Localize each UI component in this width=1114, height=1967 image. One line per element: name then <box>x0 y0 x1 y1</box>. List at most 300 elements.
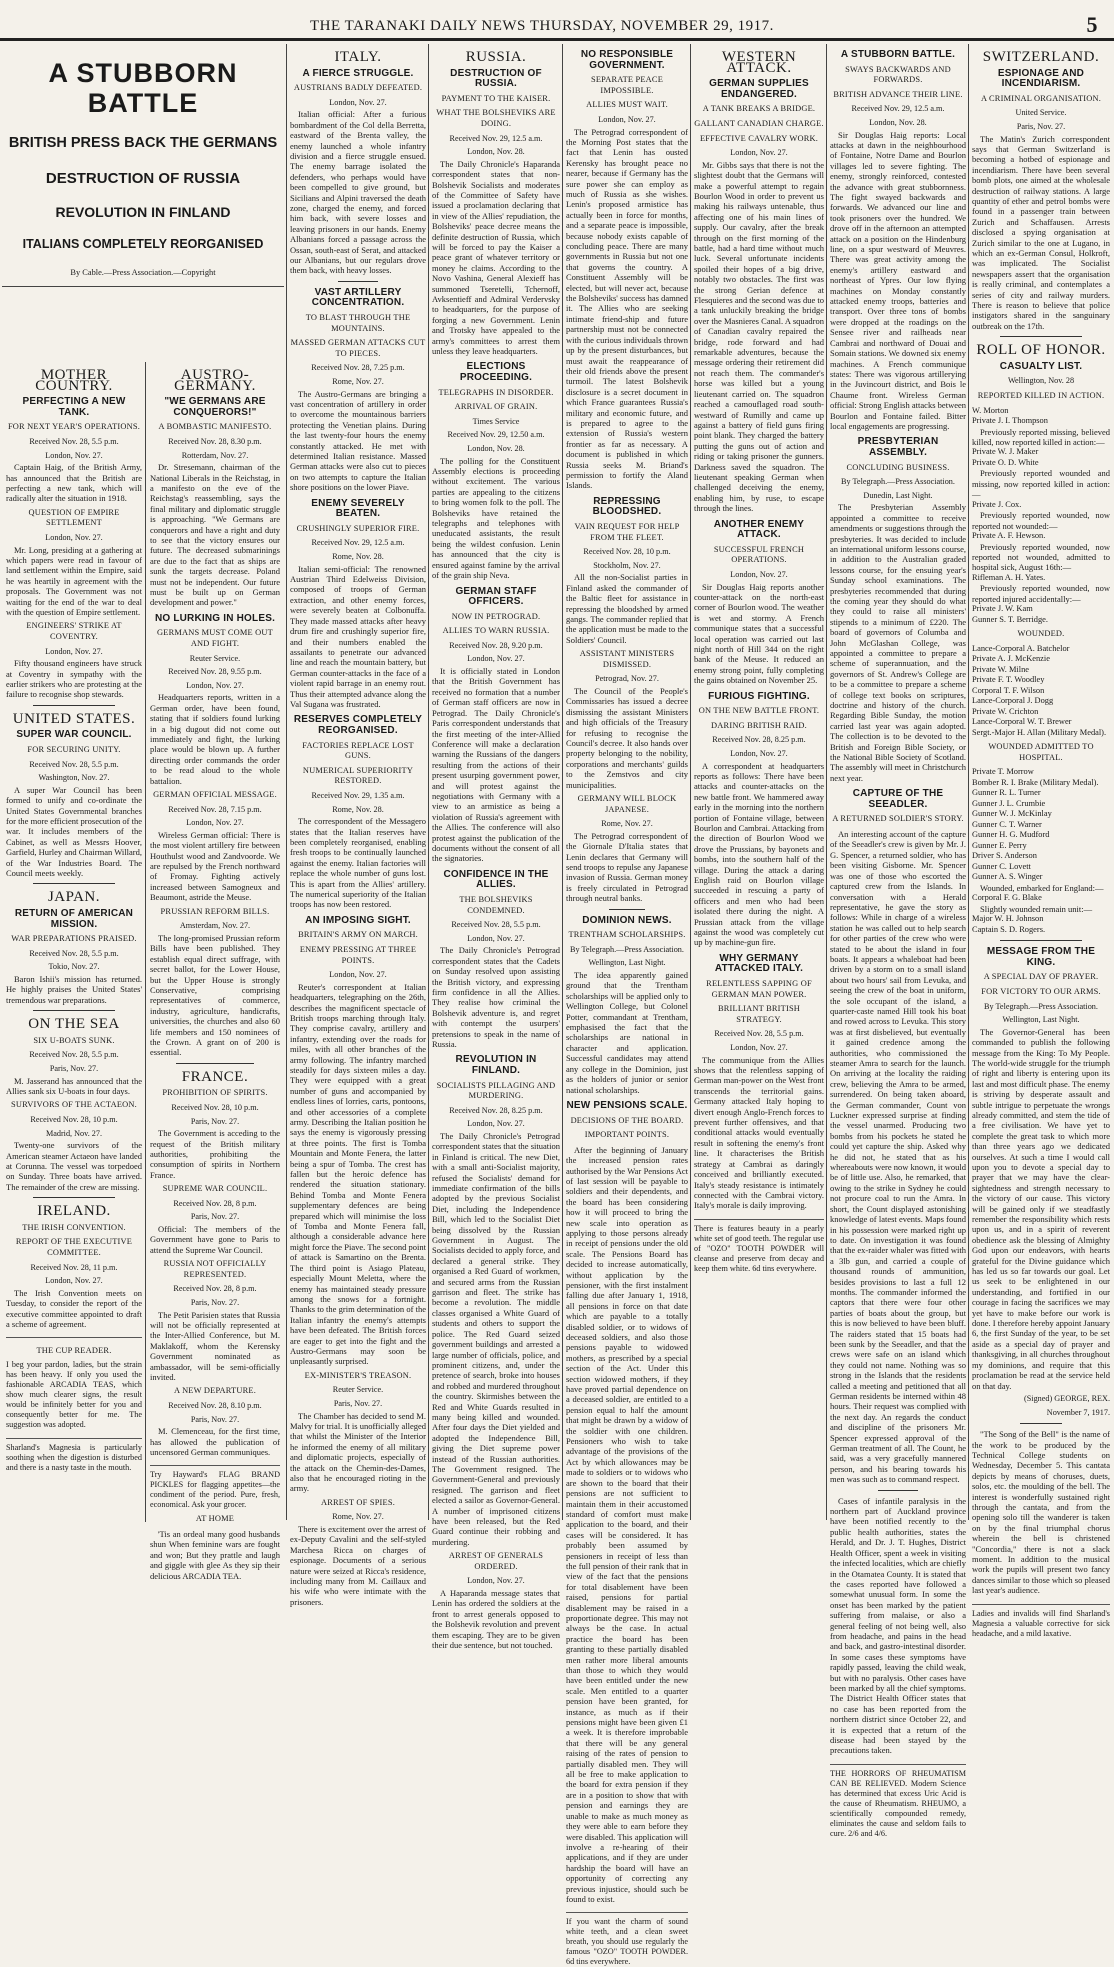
divider <box>33 1010 115 1011</box>
subhead: ON THE NEW BATTLE FRONT. <box>698 706 820 716</box>
section-title: NO RESPONSIBLE GOVERNMENT. <box>580 49 674 71</box>
signature: (Signed) GEORGE, REX. <box>1024 1393 1110 1403</box>
casualty-entry: Private J. I. Thompson <box>972 416 1048 426</box>
signature-date: November 7, 1917. <box>1046 1407 1110 1417</box>
casualty-entry: Bomber R. I. Brake (Military Medal). <box>972 777 1099 787</box>
article-text: The Matin's Zurich correspondent says that German Switzerland is becoming a hotbed of espionage and incendiarism. There have been several bomb plots, one aimed at the wholesale destruction of railway stations. A large quantity of ether and petrol bombs were found in a passenger train between Zurich and Schaffausen. Arrests disclosed a spying organisation at Zurich similar to the one at Lugano, in which an ex-German Consul, Holkroft, was implicated. The Socialist newspapers assert that the organisation is really criminal, and contemplates a series of city and railway murders. There is reason to believe that police instigators shared in the sanguinary outbreak on the 17th. <box>972 133 1110 331</box>
casualty-entry: Private A. F. Hewson. <box>972 531 1046 540</box>
dateline: Amsterdam, Nov. 27. <box>179 921 251 931</box>
subhead: CONCLUDING BUSINESS. <box>846 462 950 472</box>
casualty-entry: Gunner C. Lovett <box>972 861 1031 871</box>
subhead: A SPECIAL DAY OF PRAYER. <box>983 972 1099 982</box>
subhead: SUCCESSFUL FRENCH OPERATIONS. <box>713 544 805 565</box>
column-rule <box>826 44 827 1520</box>
article-text: The correspondent of the Messagero states that the Italian reserves have been completely reorganised, enabling fresh troops to be continually launched against the enemy. Italian factories will replace the whole number of guns lost. This is apart from the Allies' artillery. The numerical superiority of the Italian troops has now been restored. <box>290 816 426 910</box>
dateline: Stockholm, Nov. 27. <box>593 560 661 570</box>
received-line: Received Nov. 28, 5.5 p.m. <box>29 948 119 958</box>
advertisement-verse: 'Tis an ordeal many good husbands shun When feminine wars are fought and won; But they prattle and laugh and giggle with glee As they sip their delicious ARCADIA TEA. <box>150 1528 280 1581</box>
subhead: SEPARATE PEACE IMPOSSIBLE. <box>590 75 664 95</box>
column-rule <box>286 44 287 1520</box>
column-rule <box>968 44 969 1520</box>
dateline: London, Nov. 27. <box>329 970 387 980</box>
dateline: London, Nov. 27. <box>45 450 103 460</box>
subhead: SURVIVORS OF THE ACTAEON. <box>11 1100 137 1110</box>
subhead: EFFECTIVE CAVALRY WORK. <box>699 133 819 143</box>
casualty-note: Previously reported wounded and missing, now reported killed in action:— <box>972 468 1110 500</box>
article-text: Italian semi-official: The renowned Austrian Third Edelweiss Division, composed of troops of German extraction, and other enemy forces, were severely beaten at Colbonuffa. They made massed attacks after heavy drum fire and crushingly superior fire, and their numbers enabled the assailants to penetrate our advanced line and reach the mountain battery, but German counter-attacks in the face of a violent rapid barrage in an enemy rout. Thus their attempted advance along the Val Sugana was frustrated. <box>290 563 426 709</box>
article-text: The Daily Chronicle's Petrograd correspondent states that the Cadets on Sunday resolved upon assisting the British victory, and expressing firm confidence in all the Allies. They realise how criminal the Bolshevik adventure is, and regret with contempt the usurpers' pretensions to speak in the name of Russia. <box>432 945 560 1049</box>
dateline: Paris, Nov. 27. <box>190 1212 240 1222</box>
front-subcolumns <box>2 362 282 1581</box>
received-line: Received Nov. 28, 8.25 p.m. <box>712 735 806 745</box>
subhead: A CRIMINAL ORGANISATION. <box>980 93 1102 103</box>
column-rule <box>690 44 691 1520</box>
subhead: ENGINEERS' STRIKE AT COVENTRY. <box>26 621 122 641</box>
subhead: IMPORTANT POINTS. <box>584 1130 670 1140</box>
dateline: London, Nov. 28. <box>467 444 525 454</box>
casualty-list <box>972 767 1110 883</box>
divider <box>176 1063 254 1064</box>
casualty-entry: Sergt.-Major H. Allan (Military Medal). <box>972 727 1107 737</box>
dateline: Rome, Nov. 28. <box>332 804 384 814</box>
article-text: The Presbyterian Assembly appointed a committee to receive amendments or suggestions through the presbyteries. It was decided to include an international uniform lessons course, in addition to the Australian graded lessons course, for the ensuing year's Sunday school examinations. The presbyteries recommended that during the coming year they should do what they could to raise all ministers' stipends to a minimum of £220. The board of governors of Columba and John McGlashan College, was appointed a committee to prepare a scheme of superannuation, and the governors of St. Andrew's College are to be a committee to prepare a scheme of college text books on scriptures, doctrine and history of the church. Regarding Bible Sunday, the motion carried last year was again adopted. The collection is to be devoted to the British and Foreign Bible Society, or the National Bible Society of Scotland. The assembly will meet in Christchurch next year. <box>830 502 966 783</box>
subhead: MASSED GERMAN ATTACKS CUT TO PIECES. <box>290 338 426 358</box>
subhead: ELECTIONS PROCEEDING. <box>459 361 533 384</box>
article-text: All the non-Socialist parties in Finland asked the commander of the Baltic fleet for assistance in repressing the bloodshed by armed gangs. The commander replied that the application must be made to the Soldiers' Council. <box>566 572 688 645</box>
subhead: REPRESSING BLOODSHED. <box>592 495 662 518</box>
source-line: By Telegraph.—Press Association. <box>984 1001 1098 1011</box>
dateline: London, Nov. 28. <box>467 147 525 157</box>
subhead: FACTORIES REPLACE LOST GUNS. <box>302 740 414 761</box>
subhead: WHY GERMANY ATTACKED ITALY. <box>714 952 804 975</box>
casualty-entry: Gunner E. Perry <box>972 840 1027 850</box>
advertisement: THE HORRORS OF RHEUMATISM CAN BE RELIEVED. Modern Science has determined that excess Uric Acid is the cause of Rheumatism. RHEUMO, a scientifically compounded remedy, eliminates the cause and seldom fails to cure. 2/6 and 4/6. <box>830 1764 966 1839</box>
received-line: Received Nov. 28, 8.30 p.m. <box>168 436 262 446</box>
section-title: WESTERN ATTACK. <box>721 49 797 76</box>
subhead: QUESTION OF EMPIRE SETTLEMENT <box>28 507 120 528</box>
advertisement: There is features beauty in a pearly white set of good teeth. The regular use of "OZO" TOOTH POWDER will cleanse and preserve from decay and keep them white. 6d tins everywhere. <box>694 1219 824 1274</box>
casualty-list <box>972 914 1110 935</box>
subhead: RESERVES COMPLETELY REORGANISED. <box>293 714 423 736</box>
subhead: FURIOUS FIGHTING. <box>708 690 810 702</box>
dateline: Rotterdam, Nov. 27. <box>181 450 249 460</box>
subhead: NUMERICAL SUPERIORITY RESTORED. <box>302 765 414 786</box>
subhead: BRITISH ADVANCE THEIR LINE. <box>833 89 963 99</box>
subhead: VAST ARTILLERY CONCENTRATION. <box>311 286 405 309</box>
article-text: Sir Douglas Haig reports: Local attacks at dawn in the neighbourhood of Fontaine, Notre Dame and Bourlon villages led to severe fighting. The enemy, strongly reinforced, contested the advance with great stubbornness. The fight swayed backwards and forwards. We advanced our line and took prisoners over the hundred. We drove off in the afternoon an attempted attack on a position on the Hindenburg line, on a spur westward of Meuvres. There was great activity among the enemy's artillery eastward and northeast of Ypres. Our low flying machines on Monday constantly attacked enemy troops, batteries and transport. Over three tons of bombs were dropped at the roadings on the Sensee river and railheads near Cambrai and northward of Douai and Somain stations. We downed six enemy machines. A French communique states: There was vigorous artillerying in the Juvincourt district, and Bois le Chaume front. Wireless German official: Strong English attacks between Bourlon and Fontaine failed. Bitter local engagements are progressing. <box>830 129 966 431</box>
subhead: WAR PREPARATIONS PRAISED. <box>11 934 137 944</box>
article-text: The Petrograd correspondent of the Giornale D'Italia states that Lenin declares that Germany will send troops to repulse any Japanese invasion of Russia. German money is freely circulated in Petrograd through neutral banks. <box>566 830 688 904</box>
subhead: THE IRISH CONVENTION. <box>22 1222 126 1232</box>
subhead: PROHIBITION OF SPIRITS. <box>162 1088 268 1098</box>
masthead-rule <box>0 38 1114 41</box>
dateline: London, Nov. 27. <box>45 646 103 656</box>
subhead: PAYMENT TO THE KAISER. <box>441 93 551 103</box>
article-text: It is officially stated in London that the British Government has received no formation that a number of German staff officers are now in Petrograd. The Daily Chronicle's Paris correspondent understands that the first meeting of the inter-Allied Conference will make a declaration warning the Russians of the dangers resulting from the actions of their present usurping government power, and will protest against the negotiations with Germany with a view to an armistice as being a violation of Russia's agreement with the Allies. The conference will also protest against the publication of the documents without the consent of all the signatories. <box>432 666 560 864</box>
subhead: NO LURKING IN HOLES. <box>154 612 276 624</box>
article-text: A Haparanda message states that Lenin has ordered the soldiers at the front to arrest generals opposed to the Bolshevik revolution and prevent them escaping. They are to be given their due sentence, but not touched. <box>432 1588 560 1651</box>
section-title: MOTHER COUNTRY. <box>35 367 113 394</box>
article-text: A correspondent at headquarters reports as follows: There have been attacks and counter-attacks on the new battle front. We hammered away early in the morning into the northern portion of Fontaine village, between Bourlon and Cambrai. Attacking from the direction of Bourlon Wood we drove the Prussians, by bayonets and bombs, into the southern half of the village. During the attack a daring English raid on Bourlon village succeeded in rescuing a party of officers and men who had been isolated there during the night. A Prussian attack from the village against the wood was completely cut up by machine-gun fire. <box>694 760 824 948</box>
subhead: ALLIES TO WARN RUSSIA. <box>442 626 550 636</box>
source-line: Reuter Service. <box>189 653 241 663</box>
casualty-note: Previously reported wounded, now reported injured accidentally:— <box>972 583 1110 604</box>
source-line: Reuter Service. <box>332 1385 384 1395</box>
subhead: EX-MINISTER'S TREASON. <box>304 1370 412 1380</box>
dateline: Petrograd, Nov. 27. <box>595 674 659 684</box>
subhead: VAIN REQUEST FOR HELP FROM THE FLEET. <box>574 521 680 542</box>
front-subcolumn-left <box>6 362 142 1522</box>
dateline: London, Nov. 27. <box>467 933 525 943</box>
dateline: Wellington, Last Night. <box>588 958 666 968</box>
masthead <box>0 12 1114 38</box>
source-line: By Telegraph.—Press Association. <box>570 944 684 954</box>
russia-column <box>432 44 560 1651</box>
casualty-entry: Gunner A. S. Winger <box>972 872 1043 882</box>
article-text: Fifty thousand engineers have struck at Coventry in sympathy with the earlier strikers who are protesting at the failure to recognise shop stewards. <box>6 658 142 700</box>
casualty-note: Previously reported wounded, now reported not wounded:— <box>972 510 1110 531</box>
casualty-entry: Gunner W. J. McKinlay <box>972 809 1052 819</box>
article-text: There is excitement over the arrest of ex-Deputy Cavalini and the self-styled Marchesa Ricca on charges of espionage. Documents of a serious nature were seized at Ricca's residence, including many from M. Caillaux and his wife who were intimate with the prisoners. <box>290 1523 426 1607</box>
subhead: ENEMY PRESSING AT THREE POINTS. <box>299 944 417 965</box>
casualty-entry: Captain S. D. Rogers. <box>972 924 1046 934</box>
subhead: REPORT OF THE EXECUTIVE COMMITTEE. <box>15 1237 133 1257</box>
dateline: Paris, Nov. 27. <box>190 1116 240 1126</box>
divider <box>878 1490 919 1491</box>
advertisement <box>6 1337 142 1430</box>
received-line: Received Nov. 28, 5.5 p.m. <box>451 920 541 930</box>
section-title: UNITED STATES. <box>12 710 136 727</box>
article-text: The Daily Chronicle's Petrograd correspondent states that the situation in Finland is critical. The new Diet, with a small anti-Socialist majority, refused the Socialists' demand for immediate confirmation of the bills adopted by the previous Socialist Diet, including the Independence Bill, which led to the Socialist Diet being dissolved by the Russian Government in August. The Socialists decided to apply force, and declared a general strike. They organised a Red Guard of workmen, and secured arms from the Russian garrison and fleet. The strike has become a revolution. The middle classes organised a White Guard of students and others to support the police. The Red Guard seized government buildings and arrested a large number of officials, police, and prominent citizens, and, under the pretence of search, broke into houses and robbed and murdered throughout the country. Skirmishes between the Red and White Guards resulted in many being killed and wounded. After four days the Diet yielded and adopted the Independence Bill, giving the Diet supreme power instead of the Russian authorities. The Government resigned. The Government-General and previously resigned. The garrison and fleet elected a sailor as Governor-General. A number of imprisoned citizens have been released, but the Red Guard continue their robbing and murdering. <box>432 1130 560 1547</box>
subhead: CONFIDENCE IN THE ALLIES. <box>443 868 549 891</box>
casualty-entry: Corporal T. F. Wilson <box>972 685 1045 695</box>
column-rule <box>428 44 429 1520</box>
column-rule <box>562 44 563 1520</box>
article-text: The long-promised Prussian reform Bills have been published. They establish equal direct suffrage, with secret ballot, for the Lower House, but the Upper House is strongly Conservative, comprising representatives of commerce, industry, agriculture, handicrafts, universities, the churches and also 60 life members and 150 nominees of the Crown. A grant on of 200 is essential. <box>150 932 280 1058</box>
article-text: M. Jasserand has announced that the Allies sank six U-boats in four days. <box>6 1075 142 1096</box>
article-text: The Petrograd correspondent of the Morning Post states that the fact that Lenin has ousted Kerensky has brought peace no nearer, because if Germany has the sure power she can employ as much of Russia as she wishes. Lenin's proposed armistice has actually been in force for months, and a separate peace is impossible, because nobody exists capable of concluding peace. There are many governments in Russia but not one that governs the country. A Constituent Assembly will be elected, but will never act, because the Bolsheviks' success has damned it. The Allies who are seeking intimate friend-ship and future partnership must not be connected with the curious individuals thrown up by the present disturbances, but must await the reappearance of their old friends above the present turmoil. The latest Bolshevik disclosure is a secret document in which France guarantees Russia's military and economic future, and is prepared to agree to the extension of Russia's western frontier as far as necessary. A document is published in which Russia seeks M. Briand's permission to fortify the Aland Islands. <box>566 126 688 491</box>
dateline: London, Nov. 27. <box>467 1576 525 1586</box>
section-title: AUSTRO-GERMANY. <box>174 367 256 394</box>
subhead: PRUSSIAN REFORM BILLS. <box>160 906 270 916</box>
dateline: London, Nov. 27. <box>45 1276 103 1286</box>
casualty-list <box>972 604 1110 625</box>
received-line: Received Nov. 28, 8.10 p.m. <box>168 1400 262 1410</box>
received-line: Received Nov. 28, 9.20 p.m. <box>449 640 543 650</box>
dateline: Rome, Nov. 27. <box>601 819 653 829</box>
subhead: ANOTHER ENEMY ATTACK. <box>713 518 805 541</box>
received-line: Received Nov. 28, 8.25 p.m. <box>449 1105 543 1115</box>
article-text: Mr. Gibbs says that there is not the slightest doubt that the Germans will make a powerful attempt to regain Bourlon Wood in order to prevent us making his railways untenable, thus affecting one of his main lines of supply. Our cavalry, after the break through on the first morning of the battle, had a hard time without much luck. Several unfortunate incidents spoiled their hopes of a big drive, notably two obstacles. The first was the strong Gerian defence at Flesquieres and the second was due to a tank unluckily breaking the bridge over the Masnieres Canal. A squadron of Canadian cavalry repaired the bridge, rode forward and had remarkable adventures, because the message ordering their retirement did not reach them. The commander's horse was killed but a young lieutenant carried on. The squadron reached a camouflaged road south-westward of Rumilly and came up against a battery of field guns firing point blank. They charged the battery putting the guns out of action and riding or taking prisoner the gunners. Darkness saved the squadron. The lieutenant speaking German when challenged deceiving the enemy, enabling him, by ruse, to escape through the lines. <box>694 159 824 514</box>
article-text: Wireless German official: There is the most violent artillery fire between Houthulst wood and Zandvoorde. We are repulsed by the French northward of Fromay. Fighting actively increased between Samogneux and Beaumont, astride the Meuse. <box>150 829 280 903</box>
subhead: THE BOLSHEVIKS CONDEMNED. <box>459 894 533 915</box>
advertisement: If you want the charm of sound white teeth, and a clean sweet breath, you should use regularly the famous "OZO" TOOTH POWDER. 6d tins everywhere. <box>566 1912 688 1967</box>
advertisement: Ladies and invalids will find Sharland's Magnesia a valuable corrective for sick headache, and a mild laxative. <box>972 1604 1110 1639</box>
received-line: Received Nov. 28, 5.5 p.m. <box>29 759 119 769</box>
subhead: SUPER WAR COUNCIL. <box>16 729 132 741</box>
subhead: TRENTHAM SCHOLARSHIPS. <box>568 930 686 940</box>
casualty-entry: Lance-Corporal W. T. Brewer <box>972 717 1072 727</box>
dateline: Paris, Nov. 27. <box>49 1064 99 1073</box>
casualty-entry: Lance-Corporal A. Batchelor <box>972 643 1070 653</box>
subhead: AUSTRIANS BADLY DEFEATED. <box>293 83 423 93</box>
cable-byline: By Cable.—Press Association.—Copyright <box>70 267 216 277</box>
subhead: WOUNDED ADMITTED TO HOSPITAL. <box>988 742 1094 762</box>
article-text: Baron Ishii's mission has returned. He highly praises the United States' tremendous war preparations. <box>6 974 142 1005</box>
casualty-entry: W. Morton <box>972 405 1009 415</box>
deck-british: BRITISH PRESS BACK THE GERMANS <box>8 135 278 151</box>
subhead: GALLANT CANADIAN CHARGE. <box>694 118 824 128</box>
subhead: DESTRUCTION OF RUSSIA. <box>450 67 542 90</box>
casualty-entry: Private J. Cox. <box>972 499 1022 509</box>
subhead: ARREST OF GENERALS ORDERED. <box>448 1551 544 1571</box>
article-text: The idea apparently gained ground that the Trentham scholarships will be applied only to Wellington College, but Colonel Potter, commandant at Trentham, emphasised the fact that the scholarships are national in character and application. Successful candidates may attend any college in the Dominion, just as the holders of junior or senior national scholarships. <box>566 970 688 1095</box>
dateline: London, Nov. 28. <box>869 117 927 127</box>
source-line: By Telegraph.—Press Association. <box>841 477 955 487</box>
casualty-entry: Lance-Corporal J. Dogg <box>972 696 1054 706</box>
received-line: Received Nov. 29, 12.5 a.m. <box>851 104 945 114</box>
article-text: Sir Douglas Haig reports another counter-attack on the north-east corner of Bourlon wood. The weather is wet and stormy. A French communique states that a successful local operation was carried out last night north of Hill 344 on the right bank of the Meuse. It reduced an enemy strong point, fully completing the gains obtained on November 25. <box>694 581 824 686</box>
subhead: ARRIVAL OF GRAIN. <box>454 402 538 412</box>
dateline: Paris, Nov. 27. <box>333 1398 383 1408</box>
dateline: Wellington, Nov. 28 <box>1007 376 1075 386</box>
subhead: AT HOME <box>195 1514 235 1524</box>
casualty-list <box>972 406 1110 427</box>
dateline: London, Nov. 27. <box>730 748 788 758</box>
received-line: Received Nov. 28, 8 p.m. <box>173 1284 257 1294</box>
casualty-entry: Private W. J. Maker <box>972 447 1039 457</box>
subhead: ARREST OF SPIES. <box>320 1497 396 1507</box>
subhead: BRITAIN'S ARMY ON MARCH. <box>298 930 418 940</box>
subhead: GERMAN OFFICIAL MESSAGE. <box>153 790 277 800</box>
dateline: Dunedin, Last Night. <box>863 490 933 500</box>
casualty-list <box>972 531 1110 542</box>
divider <box>33 1197 115 1198</box>
subcolumn-rule <box>145 362 146 1522</box>
casualty-entry: Private J. W. Kam <box>972 604 1033 614</box>
received-line: Received Nov. 28, 10 p.m. <box>583 547 671 557</box>
subhead: CASUALTY LIST. <box>999 360 1083 372</box>
front-subcolumn-right <box>150 362 280 1581</box>
subhead: FOR VICTORY TO OUR ARMS. <box>981 986 1101 996</box>
received-line: Received Nov. 28, 9.55 p.m. <box>168 667 262 677</box>
casualty-list <box>972 500 1110 511</box>
subhead: "WE GERMANS ARE CONQUERORS!" <box>164 396 266 418</box>
casualty-note: Previously reported missing, believed killed, now reported killed in action:— <box>972 426 1110 448</box>
subhead: CAPTURE OF THE SEEADLER. <box>852 788 944 810</box>
casualty-entry: Driver S. Anderson <box>972 851 1037 861</box>
section-title: FRANCE. <box>181 1068 249 1085</box>
dateline: Paris, Nov. 27. <box>190 1414 240 1424</box>
article-text: The Petit Parisien states that Russia will not be officially represented at the Inter-Allied Conference, but M. Maklakoff, whom the Kerensky Government nominated as ambassador, will be semi-officially invited. <box>150 1309 280 1382</box>
subhead: WOUNDED. <box>1017 629 1065 639</box>
dateline: London, Nov. 27. <box>186 680 244 690</box>
dateline: Paris, Nov. 27. <box>1016 121 1066 131</box>
subhead: CRUSHINGLY SUPERIOR FIRE. <box>296 523 420 533</box>
section-title: ITALY. <box>334 49 382 65</box>
article-text: Official: The members of the Government have gone to Paris to attend the Supreme War Council. <box>150 1223 280 1255</box>
casualty-entry: Private W. Crichton <box>972 706 1039 716</box>
subhead: SUPREME WAR COUNCIL. <box>162 1184 268 1194</box>
casualty-entry: Private A. J. McKenzie <box>972 654 1050 664</box>
received-line: Received Nov. 28, 10 p.m. <box>171 1102 259 1112</box>
subhead: ESPIONAGE AND INCENDIARISM. <box>997 67 1085 90</box>
subhead: RETURN OF AMERICAN MISSION. <box>14 908 134 930</box>
divider <box>609 909 646 910</box>
deck-russia: DESTRUCTION OF RUSSIA <box>45 170 241 187</box>
article-text: The Daily Chronicle's Haparanda correspondent states that non-Bolshevik Socialists and moderates of the Committee of Safety have issued a proclamation declaring that in view of the Allies' repudiation, the Bolsheviks' peace decree means the definite destruction of Russia, which will be forced to pay the Kaiser a peace grant of whatever territory or money he claims. According to the Novo Vashina, General Alexieff has summoned Tseretelli, Tchernoff, Avksentieff and Admiral Verdervsky to headquarters, for the purpose of forging a new Government. Lenin and Trotsky have appealed to the army's committees to arrest them unless they leave headquarters. <box>432 158 560 357</box>
subhead: SWAYS BACKWARDS AND FORWARDS. <box>845 64 951 85</box>
article-text: A super War Council has been formed to unify and co-ordinate the United States Governmental branches for the more efficient prosecution of the war. It includes members of the Cabinet, as well as Messrs Hoover, Garfield, Hurley and Chairman Willard, of the War Industries Board. The Council meets weekly. <box>6 784 142 879</box>
section-title: JAPAN. <box>47 889 101 906</box>
subhead: NOW IN PETROGRAD. <box>451 611 541 621</box>
advertisement: Sharland's Magnesia is particularly soothing when the digestion is disturbed and there is a nasty taste in the mouth. <box>6 1438 142 1473</box>
divider <box>1000 940 1083 941</box>
article-text: The Government is acceding to the request of the British military authorities, prohibiting the consumption of spirits in Northern France. <box>150 1128 280 1180</box>
section-title: SWITZERLAND. <box>982 49 1100 65</box>
section-title: DOMINION NEWS. <box>582 914 672 926</box>
casualty-entry: Major W. H. Johnson <box>972 914 1044 924</box>
dateline: London, Nov. 27. <box>329 97 387 107</box>
casualty-entry: Gunner J. L. Crumbie <box>972 798 1046 808</box>
subhead: A BOMBASTIC MANIFESTO. <box>158 422 272 432</box>
received-line: Received Nov. 29, 12.50 a.m. <box>447 430 545 440</box>
subhead: A NEW DEPARTURE. <box>173 1386 257 1396</box>
switzerland-column <box>972 44 1110 1638</box>
divider <box>1000 336 1083 337</box>
casualty-entry: Rifleman A. H. Yates. <box>972 572 1046 582</box>
casualty-entry: Private W. Milne <box>972 664 1029 674</box>
source-line: Times Service <box>472 416 520 426</box>
casualty-entry: Private O. D. White <box>972 457 1039 467</box>
received-line: Received Nov. 28, 5.5 p.m. <box>29 1050 119 1060</box>
received-line: Received Nov. 28, 8 p.m. <box>173 1198 257 1208</box>
casualty-entry: Gunner C. T. Warner <box>972 819 1042 829</box>
ad-title: THE CUP READER. <box>36 1346 112 1356</box>
dateline: London, Nov. 27. <box>730 1043 788 1053</box>
dateline: Rome, Nov. 27. <box>332 377 384 387</box>
subhead: TO BLAST THROUGH THE MOUNTAINS. <box>305 313 411 333</box>
article-text: M. Clemenceau, for the first time, has allowed the publication of uncensored German communiques. <box>150 1426 280 1457</box>
subhead: A TANK BREAKS A BRIDGE. <box>702 104 816 114</box>
casualty-entry: Gunner H. G. Mudford <box>972 830 1050 840</box>
italy-column <box>290 44 426 1607</box>
casualty-entry: Gunner S. T. Berridge. <box>972 614 1048 624</box>
casualty-list <box>972 573 1110 584</box>
received-line: Received Nov. 28, 5.5 p.m. <box>29 436 119 446</box>
divider <box>1020 1423 1061 1424</box>
received-line: Received Nov. 28, 7.15 p.m. <box>168 804 262 814</box>
article-text: Cases of infantile paralysis in the northern part of Auckland province have been notified recently to the public health authorities, states the Herald, and Dr. J. T. Hughes, District Health Officer, spent a week in visiting the infected localities, which are chiefly in the Otamatea County. It is stated that the cases reported have followed a somewhat unusual form. In some the onset has been marked by the patient suffering from malaise, or also a general feeling of not being well, also from headache, and pains in the head and back, and gastro-intestinal disorder. In some cases these symptoms have rapidly passed, leaving the child weak, but with no paralysis. Other cases have been marked by all the chief symptoms. The District Health Officer states that no case has been reported from the northern district since October 22, and it is expected that a return of the disease had been stayed by the precautions taken. <box>830 1495 966 1756</box>
article-text: The Governor-General has been commanded to publish the following message from the King: To My People. The world-wide struggle for the triumph of right and liberty is entering upon its last and most difficult phase. The enemy is striving by desperate assault and subtle intrigue to perpetuate the wrongs already committed, and stem the tide of a free civilisation. We have yet to complete the great task to which more than three years ago we dedicated ourselves. At such a time I would call upon you to devote a special day to prayer that we may have the clear-sightedness and strength necessary to the victory of our cause. This victory will be gained only if we steadfastly remember the responsibility which rests upon us, and in a spirit of reverent obedience ask the blessing of Almighty God upon our endeavors, with hearts grateful for the Divine guidance which has led us so far towards our goal. Let us seek to be enlightened in our understanding, and fortified in our courage in facing the sacrifices we may yet have to make before our work is done. I therefore hereby appoint January 6, the first Sunday of the year, to be set aside as a special day of prayer and thanksgiving, in all churches throughout my dominions, and require that this proclamation be read at the service held on that day. <box>972 1026 1110 1391</box>
deck-italians: ITALIANS COMPLETELY REORGANISED <box>22 237 264 252</box>
main-headline: A STUBBORN BATTLE <box>48 58 238 118</box>
section-title: RUSSIA. <box>465 49 527 65</box>
subhead: GERMAN SUPPLIES ENDANGERED. <box>709 78 809 100</box>
section-title: MESSAGE FROM THE KING. <box>986 946 1096 968</box>
article-text: Twenty-one survivors of the American steamer Actaeon have landed at Corunna. The vessel was torpedoed on Sunday. Three boats have arrived. The remainder of the crew are missing. <box>6 1140 142 1192</box>
advertisement: Try Hayward's FLAG BRAND PICKLES for flagging appetites—the condiment of the period. Pure, fresh, economical. Ask your grocer. <box>150 1465 280 1510</box>
subhead: FOR NEXT YEAR'S OPERATIONS. <box>7 422 141 432</box>
article-text: The communique from the Allies shows that the relentless sapping of German man-power on the West front transcends the territorial gains. Germany attacked Italy hoping to divert enough Anglo-French forces to prevent further offensives, and that conditional attacks would eventually result in softening the enemy's front line. It characterises the British strategy at Cambrai as daringly conceived and brilliantly executed. Italy's steady resistance is intimately connected with the Cambrai victory. Italy's morale is daily improving. <box>694 1054 824 1211</box>
deck-finland: REVOLUTION IN FINLAND <box>55 203 231 220</box>
dateline: Madrid, Nov. 27. <box>45 1128 103 1138</box>
section-title: ON THE SEA <box>28 1016 120 1033</box>
ad-text: I beg your pardon, ladies, but the strain has been heavy. If only you used the fashionable ARCADIA TEAS, which show much clearer signs, the result would be infinitely better for you and consequently better for me. The suggestion was adopted. <box>6 1360 142 1430</box>
subhead: A FIERCE STRUGGLE. <box>302 67 414 79</box>
source-line: United Service. <box>1015 108 1067 118</box>
section-title: A STUBBORN BATTLE. <box>840 49 956 60</box>
casualty-list <box>972 447 1110 468</box>
subhead: NEW PENSIONS SCALE. <box>566 1099 688 1111</box>
casualty-entry: Private F. T. Woodley <box>972 675 1045 685</box>
subhead: DARING BRITISH RAID. <box>711 720 807 730</box>
casualty-list <box>972 644 1110 739</box>
subhead: SIX U-BOATS SUNK. <box>33 1035 115 1045</box>
dateline: London, Nov. 27. <box>730 148 788 158</box>
article-text: Headquarters reports, written in a German order, have been found, stating that if soldiers found lurking in a big dugout did not come out immediately and fight, the lurking place would be blown up. A further directing order commands the order to be read aloud to the whole battalion. <box>150 692 280 786</box>
subhead: ALLIES MUST WAIT. <box>586 100 668 110</box>
dateline: London, Nov. 27. <box>45 532 103 542</box>
divider <box>33 883 115 884</box>
received-line: Received Nov. 29, 12.5 a.m. <box>311 538 405 548</box>
section-title: IRELAND. <box>37 1203 111 1220</box>
dateline: London, Nov. 27. <box>467 1119 525 1129</box>
article-text: After the beginning of January the increased pension rates authorised by the War Pensions Act of last session will be payable to soldiers and their dependents, and the board has been considering how it will proceed to bring the new scale into operation as applying to those persons already in receipt of pensions under the old scale. The Pensions Board has decided to increase automatically, without application by the pensioner, with the first instalment falling due after January 1, 1918, all pensions in force on that date which are payable to a totally disabled soldier, or to widows of deceased soldiers, and also those pensions payable to widowed mothers, as prescribed by a special section of the Act. Under this section widowed mothers, if they have proved partial dependence on a deceased soldier, are entitled to a pension equal to half the amount that might be drawn by a widow of the soldier with one children. Pensioners who wish to take advantage of the provisions of the Act by which allowances may be made to soldiers or to widows who are shown to the board that their pensions are not sufficient to maintain them in their accustomed standard of comfort must make application to the board, and their cases will be considered. It has probably been assumed by pensioners in receipt of less than the full pension of their rank that in view of the fact that the pensions for total disablement have been raised, pensions for partial disablement may be raised in a proportionate degree. This may not always be the case. In actual practice the board has been granting to these partially disabled men rather more liberal amounts than those to which they would have been entitled under the new scale. Men entitled to a quarter pension have been granted, for instance, as much as if their pensions might have been given £1 a week. It is therefore improbable that there will be any general raising of the rates of pension to partially disabled men. They will all be free to make application to the board for extra pension if they are in a position to show that with pension and earnings they are unable to make as much money as they were able to earn before they were disabled. This application will involve a re-hearing of their applications, and if they are under hardship the board will have an opportunity of correcting any previous injustice, should such be found to exist. <box>566 1144 688 1904</box>
article-text: Italian official: After a furious bombardment of the Col della Berretta, eastward of the Brenta valley, the enemy launched a whole infantry division and a fierce struggle ensued. The enemy barrage isolated the defenders, who perhaps would have been compelled to give ground, but Sicilians and Alpini traversed the death zone, charged the enemy, and forced him back, with severe losses and leaving prisoners in our hands. Enemy Albanians forced a passage across the Ossan, south-east of Serat, and attacked our Albanians, but our regulars drove them back, with heavy losses. <box>290 109 426 276</box>
received-line: Received Nov. 29, 1.35 a.m. <box>311 790 405 800</box>
subhead: RUSSIA NOT OFFICIALLY REPRESENTED. <box>163 1259 267 1279</box>
casualty-list <box>972 893 1110 904</box>
front-column <box>2 44 284 1581</box>
received-line: Received Nov. 29, 12.5 a.m. <box>449 133 543 143</box>
subhead: TELEGRAPHS IN DISORDER. <box>438 387 554 397</box>
divider <box>33 705 115 706</box>
dateline: Paris, Nov. 27. <box>190 1297 240 1307</box>
subhead: ASSISTANT MINISTERS DISMISSED. <box>579 649 675 669</box>
subhead: WHAT THE BOLSHEVIKS ARE DOING. <box>436 108 556 128</box>
subhead: REVOLUTION IN FINLAND. <box>455 1054 537 1076</box>
subhead: AN IMPOSING SIGHT. <box>305 914 411 926</box>
article-text: Reuter's correspondent at Italian headquarters, telegraphing on the 26th, describes the magnificent spectacle of British troops marching through Italy. They comprise cavalry, artillery and infantry, extending over the roads for miles, with all other branches of the army following. The infantry marched steadily for days sixteen miles a day. They were equipped with a great number of guns and accompanied by endless lines of lorries, carts, pontoons, and other accessories of a complete army. Describing the Italian position he says the enemy is vigorously pressing at three points. The first is Tomba Mountain and Monte Fenera, the latter being a spur of Tomba. The crest has fallen but the heroic defence has rendered the situation stationary. Behind Tomba and Monte Fenera supplementary defences are being prepared which will minimise the loss of Tomba and Monte Fenera fall, although a considerable advance here might force the Piave. The second point of attack is Samartino on the Brenta. The third point is Asiago Plateau, especially Mount Meletta, where the enemy has maintained steady pressure among the snows for a fortnight. Thanks to the grim determination of the Italian infantry the enemy's attempts have been defeated. The British forces are eager to get into the fight and the Austro-Germans may soon be unpleasantly surprised. <box>290 981 426 1367</box>
received-line: Received Nov. 28, 10 p.m. <box>30 1115 118 1124</box>
western-attack-column <box>694 44 824 1520</box>
received-line: Received Nov. 28, 5.5 p.m. <box>714 1029 804 1039</box>
subhead: RELENTLESS SAPPING OF GERMAN MAN POWER. <box>706 979 812 999</box>
article-text: The polling for the Constituent Assembly elections is proceeding without excitement. The various parties are appealing to the citizens to bring women folk to the poll. The Bolsheviks have retained the telegraphs and telephones with uneducated assistants, the result being the wildest confusion. Lenin has announced that the city is ensured against famine by the arrival of the grain ship Neva. <box>432 455 560 581</box>
subhead: A RETURNED SOLDIER'S STORY. <box>832 814 964 824</box>
dateline: Washington, Nov. 27. <box>38 773 110 783</box>
subhead: GERMANY WILL BLOCK JAPANESE. <box>577 794 677 814</box>
casualty-entry: Gunner R. L. Turner <box>972 788 1041 798</box>
casualty-note: Previously reported wounded, now reported not wounded, admitted to hospital sick, August 16th:— <box>972 541 1110 573</box>
article-text: The Austro-Germans are bringing a vast concentration of artillery in order to overcome the mountainous barriers protecting the Venetian plains. During the last twenty-four hours the enemy constantly attacked. He met with determined Italian resistance. Massed German attacks were also cut to pieces on two attempts to capture the Italian shore positions on the lower Piave. <box>290 388 426 493</box>
section-title: ROLL OF HONOR. <box>976 342 1106 359</box>
dateline: London, Nov. 27. <box>598 114 656 124</box>
dateline: Rome, Nov. 27. <box>332 1512 384 1522</box>
dateline: Rome, Nov. 28. <box>332 552 384 562</box>
dateline: London, Nov. 27. <box>730 569 788 579</box>
article-text: Mr. Long, presiding at a gathering at which papers were read in favour of land settlement within the Empire, said he was heartily in agreement with the proposals. The Government was not waiting for the end of the war to deal with the question of Empire settlement. <box>6 544 142 617</box>
article-text: The Irish Convention meets on Tuesday, to consider the report of the executive committee appointed to draft a scheme of agreement. <box>6 1287 142 1329</box>
received-line: Received Nov. 28, 11 p.m. <box>30 1262 118 1272</box>
subhead: REPORTED KILLED IN ACTION. <box>977 391 1105 401</box>
subhead: BRILLIANT BRITISH STRATEGY. <box>717 1004 801 1024</box>
article-text: Dr. Stresemann, chairman of the National Liberals in the Reichstag, in a manifesto on the eve of the Reichstag's reassembling, says the final military and diplomatic struggle is approaching. "We Germans are conquerors and have a right and duty to see that the victory ensures our future. The decreased submarinings are due to the fact that as ships are sunk the targets decrease. Poland must not be independent. Our future must be built up on German development and power." <box>150 462 280 608</box>
article-text: The Council of the People's Commissaries has issued a decree dismissing the assistant Ministers and high officials of the Treasury for refusing to recognise the Council's decree. It also hands over property belonging to the nobility, corporations and merchants' guilds to the Zemstvos and city municipalities. <box>566 685 688 790</box>
article-text: The Chamber has decided to send M. Malvy for trial. It is unofficially alleged that whilst the Minister of the Interior he informed the enemy of all military and diplomatic projects, especially of the attack on the Chemin-des-Dames, also that he encouraged rioting in the army. <box>290 1410 426 1494</box>
front-rule <box>2 286 284 287</box>
